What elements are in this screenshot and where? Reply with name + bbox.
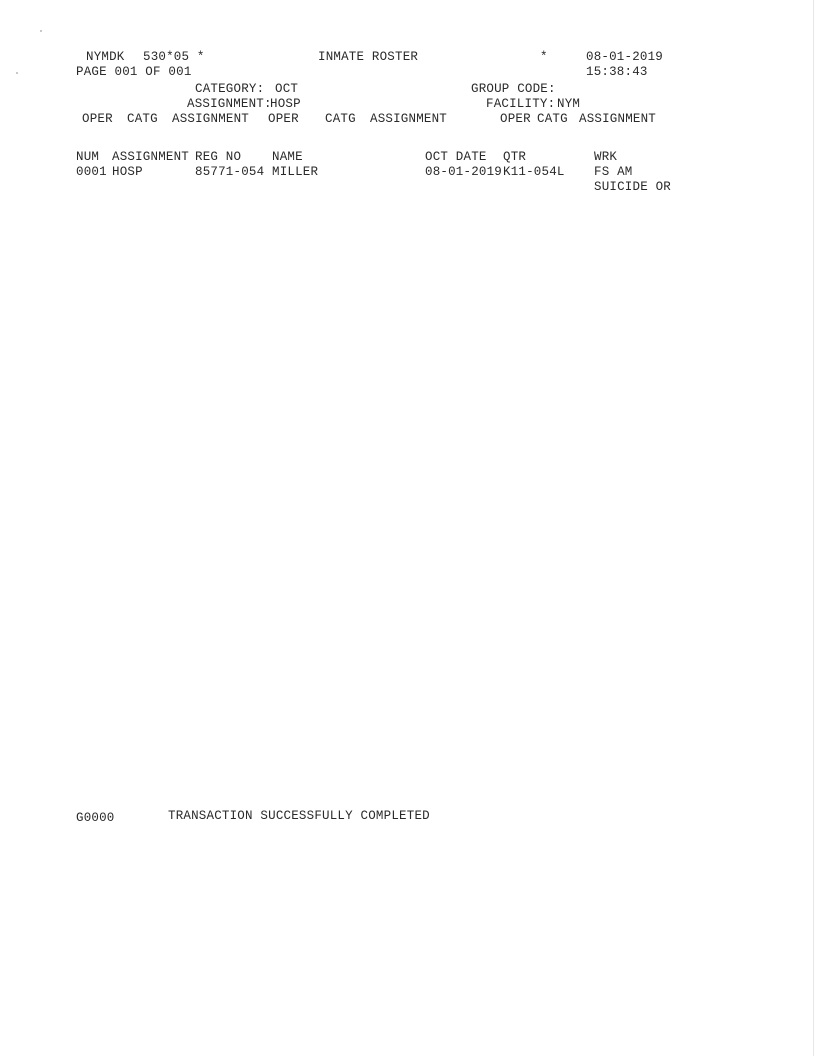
catg-header: CATG [537, 112, 568, 126]
col-header-oct-date: OCT DATE [425, 150, 487, 164]
category-label: CATEGORY: [195, 82, 265, 96]
scan-edge-line [813, 0, 814, 1056]
page-indicator: PAGE 001 OF 001 [76, 65, 192, 79]
report-time: 15:38:43 [586, 65, 648, 79]
oper-header: OPER [82, 112, 113, 126]
row-num: 0001 [76, 165, 107, 179]
assignment-label: ASSIGNMENT: [187, 97, 272, 111]
row-oct-date: 08-01-2019 [425, 165, 503, 179]
col-header-assignment: ASSIGNMENT [112, 150, 190, 164]
col-header-qtr: QTR [503, 150, 527, 164]
facility-label: FACILITY: [486, 97, 556, 111]
scan-speck [16, 72, 18, 74]
assignment-value: HOSP [270, 97, 301, 111]
oper-header: OPER [500, 112, 531, 126]
report-code: 530*05 * [143, 50, 205, 64]
category-value: OCT [275, 82, 299, 96]
facility-code: NYMDK [86, 50, 125, 64]
scan-speck [40, 30, 42, 32]
col-header-name: NAME [272, 150, 303, 164]
col-header-reg-no: REG NO [195, 150, 242, 164]
catg-header: CATG [127, 112, 158, 126]
facility-value: NYM [557, 97, 581, 111]
col-header-wrk: WRK [594, 150, 618, 164]
row-wrk-line1: FS AM [594, 165, 633, 179]
col-header-num: NUM [76, 150, 100, 164]
header-marker: * [540, 50, 548, 64]
row-qtr: K11-054L [503, 165, 565, 179]
row-assignment: HOSP [112, 165, 143, 179]
catg-header: CATG [325, 112, 356, 126]
report-date: 08-01-2019 [586, 50, 664, 64]
row-name: MILLER [272, 165, 319, 179]
row-wrk-line2: SUICIDE OR [594, 180, 672, 194]
oper-header: OPER [268, 112, 299, 126]
status-code: G0000 [76, 811, 115, 825]
row-reg-no: 85771-054 [195, 165, 265, 179]
group-code-label: GROUP CODE: [471, 82, 556, 96]
assignment-header: ASSIGNMENT [579, 112, 657, 126]
assignment-header: ASSIGNMENT [172, 112, 250, 126]
report-title: INMATE ROSTER [318, 50, 419, 64]
status-message: TRANSACTION SUCCESSFULLY COMPLETED [168, 809, 430, 823]
assignment-header: ASSIGNMENT [370, 112, 448, 126]
